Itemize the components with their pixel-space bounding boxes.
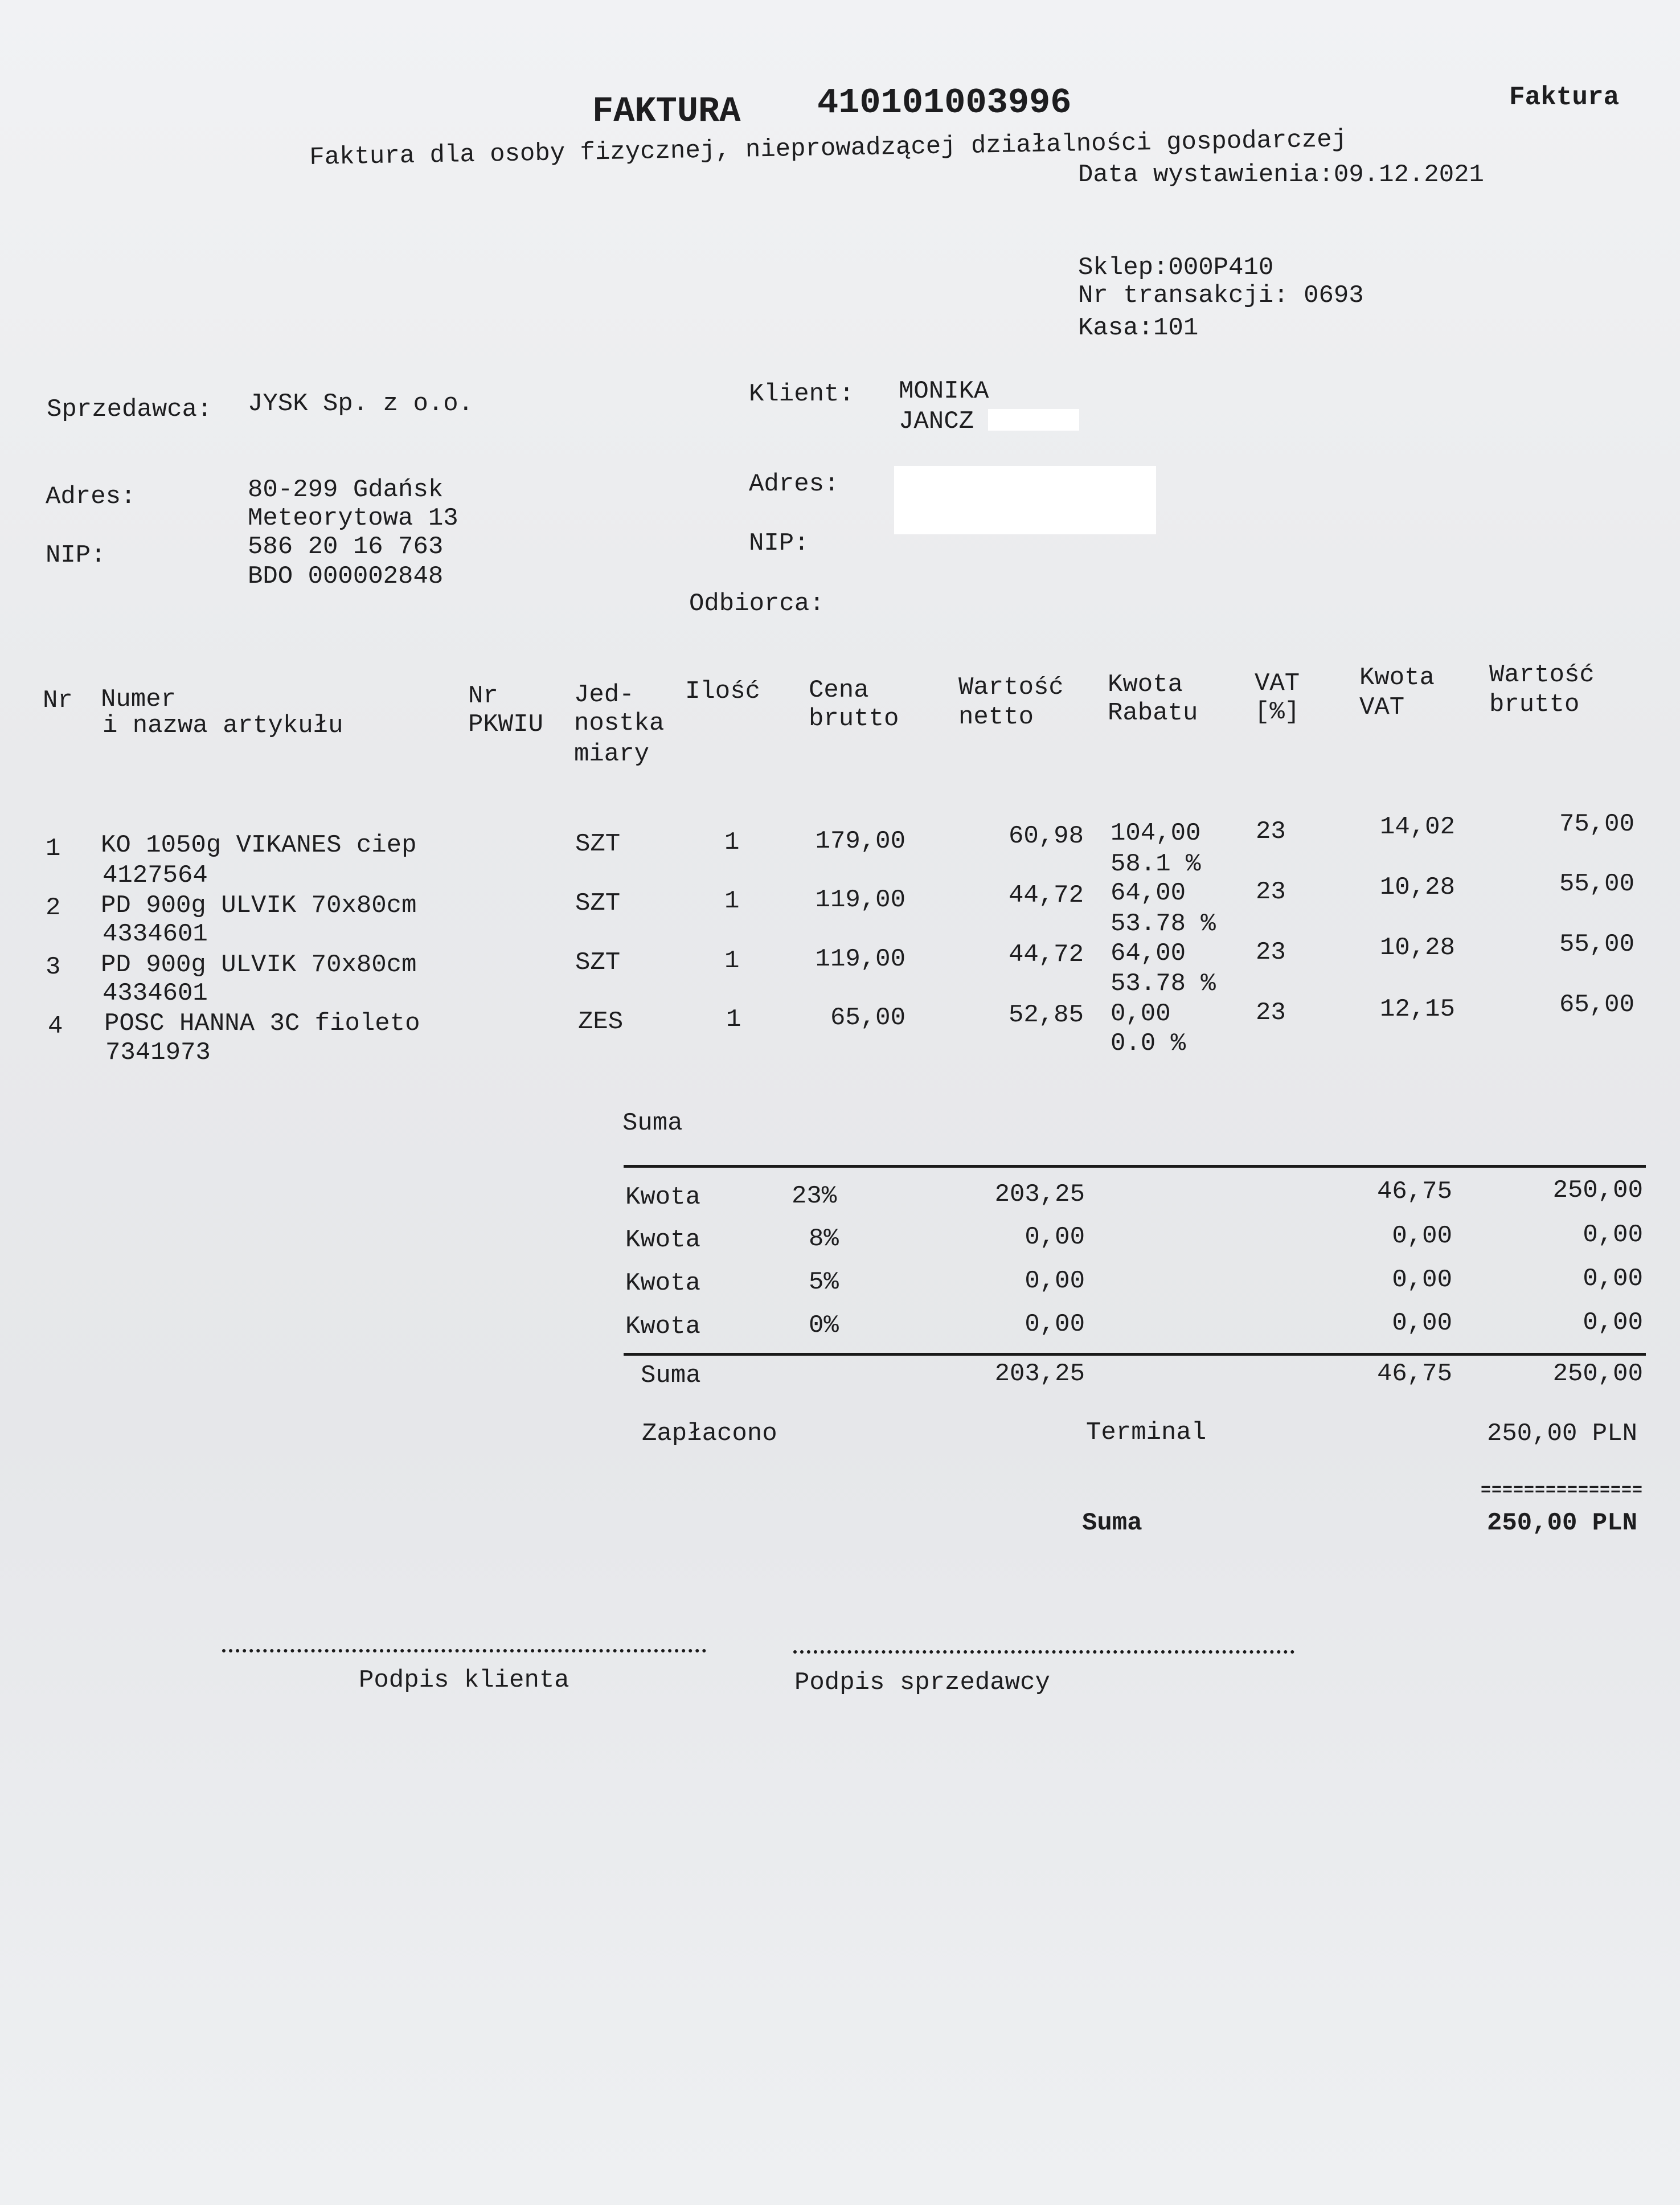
seller-signature-line [793,1650,1294,1654]
item-nr: 3 [46,953,61,981]
item-qty: 1 [726,1005,741,1034]
item-discount: 0,00 [1111,1000,1171,1028]
item-net: 52,85 [1008,1001,1084,1029]
client-nip-label: NIP: [749,529,809,558]
item-vat-amount: 10,28 [1379,873,1455,902]
invoice-subtitle: Faktura dla osoby fizycznej, nieprowadzącej działalności gospodarczej [309,125,1347,172]
client-first-name: MONIKA [899,377,989,406]
summary-total-gross: 250,00 [1552,1360,1643,1388]
item-name: KO 1050g VIKANES ciep [101,831,417,860]
col-discount: Kwota [1108,670,1183,699]
client-address-label: Adres: [749,470,839,498]
summary-total-net: 203,25 [994,1360,1085,1388]
item-name: PD 900g ULVIK 70x80cm [101,891,417,920]
col-unit: miary [574,740,650,768]
item-vat-amount: 12,15 [1379,995,1455,1024]
item-qty: 1 [724,887,740,915]
client-last-name: JANCZ [899,407,974,436]
summary-row-rate: 0% [809,1311,839,1340]
item-nr: 2 [46,894,61,922]
summary-row-net: 0,00 [1025,1223,1085,1251]
summary-total-label: Suma [641,1361,701,1390]
summary-row-rate: 8% [809,1225,839,1253]
col-gross: Wartość [1489,661,1595,689]
register-number: Kasa:101 [1078,314,1199,342]
item-discount: 64,00 [1111,879,1186,907]
final-sum-amount: 250,00 PLN [1486,1509,1637,1537]
client-signature-label: Podpis klienta [359,1666,569,1695]
item-unit: SZT [575,889,621,918]
client-label: Klient: [749,380,854,408]
col-net: Wartość [958,673,1064,702]
seller-nip: 586 20 16 763 [248,533,444,561]
summary-row-gross: 0,00 [1583,1221,1643,1249]
store-id: Sklep:000P410 [1078,253,1274,282]
summary-row-label: Kwota [625,1269,701,1298]
summary-row-vat: 0,00 [1392,1266,1452,1294]
col-item: Numer [101,685,177,714]
seller-address-label: Adres: [46,482,136,511]
redaction-box [988,409,1079,431]
item-nr: 1 [46,834,61,863]
item-discount-pct: 0.0 % [1111,1029,1186,1058]
item-unit: ZES [578,1008,624,1036]
payment-method: Terminal [1086,1418,1207,1447]
seller-address-street: Meteorytowa 13 [248,504,458,533]
item-discount: 64,00 [1111,939,1186,968]
invoice-number: 410101003996 [817,83,1072,123]
item-name: POSC HANNA 3C fioleto [104,1009,420,1038]
item-net: 44,72 [1008,940,1084,969]
item-code: 7341973 [105,1038,211,1067]
item-vat-rate: 23 [1256,878,1286,906]
col-unit: nostka [574,709,665,738]
summary-row-label: Kwota [625,1226,701,1254]
item-vat-amount: 10,28 [1379,934,1455,962]
col-gross: brutto [1489,690,1580,719]
col-net: netto [958,703,1034,731]
item-net: 44,72 [1008,881,1084,910]
item-price: 65,00 [830,1004,905,1032]
item-code: 4127564 [103,861,208,890]
col-item: i nazwa artykułu [103,711,343,740]
item-vat-rate: 23 [1256,938,1286,967]
col-nr: Nr [43,686,73,715]
item-net: 60,98 [1008,822,1084,850]
item-qty: 1 [724,947,740,975]
item-price: 119,00 [815,886,905,914]
col-vat-amount: Kwota [1359,664,1435,692]
summary-row-net: 203,25 [994,1180,1085,1209]
item-code: 4334601 [103,920,208,948]
item-name: PD 900g ULVIK 70x80cm [101,951,417,979]
item-gross: 65,00 [1559,991,1634,1019]
item-unit: SZT [575,948,621,977]
summary-row-gross: 0,00 [1583,1308,1643,1337]
item-discount: 104,00 [1111,819,1201,848]
item-gross: 55,00 [1559,930,1634,959]
final-sum-label: Suma [1082,1509,1142,1537]
summary-row-gross: 0,00 [1583,1265,1643,1293]
item-vat-amount: 14,02 [1379,813,1455,841]
summary-row-vat: 0,00 [1392,1222,1452,1250]
paid-label: Zapłacono [642,1419,777,1448]
col-vat-amount: VAT [1359,693,1405,722]
item-qty: 1 [724,828,740,857]
seller-bdo: BDO 000002848 [248,562,444,591]
summary-row-vat: 46,75 [1376,1177,1452,1206]
col-qty: Ilość [685,677,761,706]
summary-title: Suma [622,1109,683,1138]
item-unit: SZT [575,830,621,858]
seller-name: JYSK Sp. z o.o. [248,390,474,418]
item-discount-pct: 58.1 % [1111,850,1201,878]
seller-signature-label: Podpis sprzedawcy [794,1668,1050,1697]
transaction-number: Nr transakcji: 0693 [1078,281,1364,310]
seller-nip-label: NIP: [46,541,106,570]
item-nr: 4 [48,1012,63,1041]
summary-row-net: 0,00 [1025,1310,1085,1339]
item-price: 119,00 [815,945,905,973]
summary-bottom-rule [624,1353,1646,1356]
paid-amount: 250,00 PLN [1486,1419,1637,1448]
summary-row-label: Kwota [625,1183,701,1212]
col-unit: Jed- [574,681,634,709]
item-discount-pct: 53.78 % [1111,910,1216,938]
seller-label: Sprzedawca: [47,395,212,424]
summary-row-vat: 0,00 [1392,1309,1452,1337]
item-discount-pct: 53.78 % [1111,969,1216,998]
item-gross: 75,00 [1559,810,1634,838]
issue-date: Data wystawienia:09.12.2021 [1078,161,1484,189]
col-pkwiu: PKWIU [468,710,544,739]
col-vat-rate: [%] [1255,698,1300,726]
col-vat-rate: VAT [1255,669,1300,698]
corner-label: Faktura [1509,83,1620,112]
total-separator: =============== [1480,1481,1643,1500]
col-price: Cena [809,676,869,705]
item-code: 4334601 [103,979,208,1008]
summary-total-vat: 46,75 [1376,1360,1452,1388]
col-discount: Rabatu [1108,699,1198,727]
item-vat-rate: 23 [1256,999,1286,1027]
item-price: 179,00 [815,827,905,856]
summary-row-rate: 23% [792,1182,837,1210]
recipient-label: Odbiorca: [689,590,825,618]
seller-address-city: 80-299 Gdańsk [248,476,444,504]
item-gross: 55,00 [1559,870,1634,898]
col-pkwiu: Nr [468,682,498,710]
col-price: brutto [809,705,899,733]
summary-row-net: 0,00 [1025,1267,1085,1295]
summary-row-label: Kwota [625,1312,701,1341]
redaction-box [894,466,1156,534]
summary-row-gross: 250,00 [1552,1176,1643,1205]
client-signature-line [222,1649,706,1652]
document-type: FAKTURA [592,91,741,132]
summary-top-rule [624,1165,1646,1168]
item-vat-rate: 23 [1256,817,1286,846]
summary-row-rate: 5% [809,1268,839,1296]
